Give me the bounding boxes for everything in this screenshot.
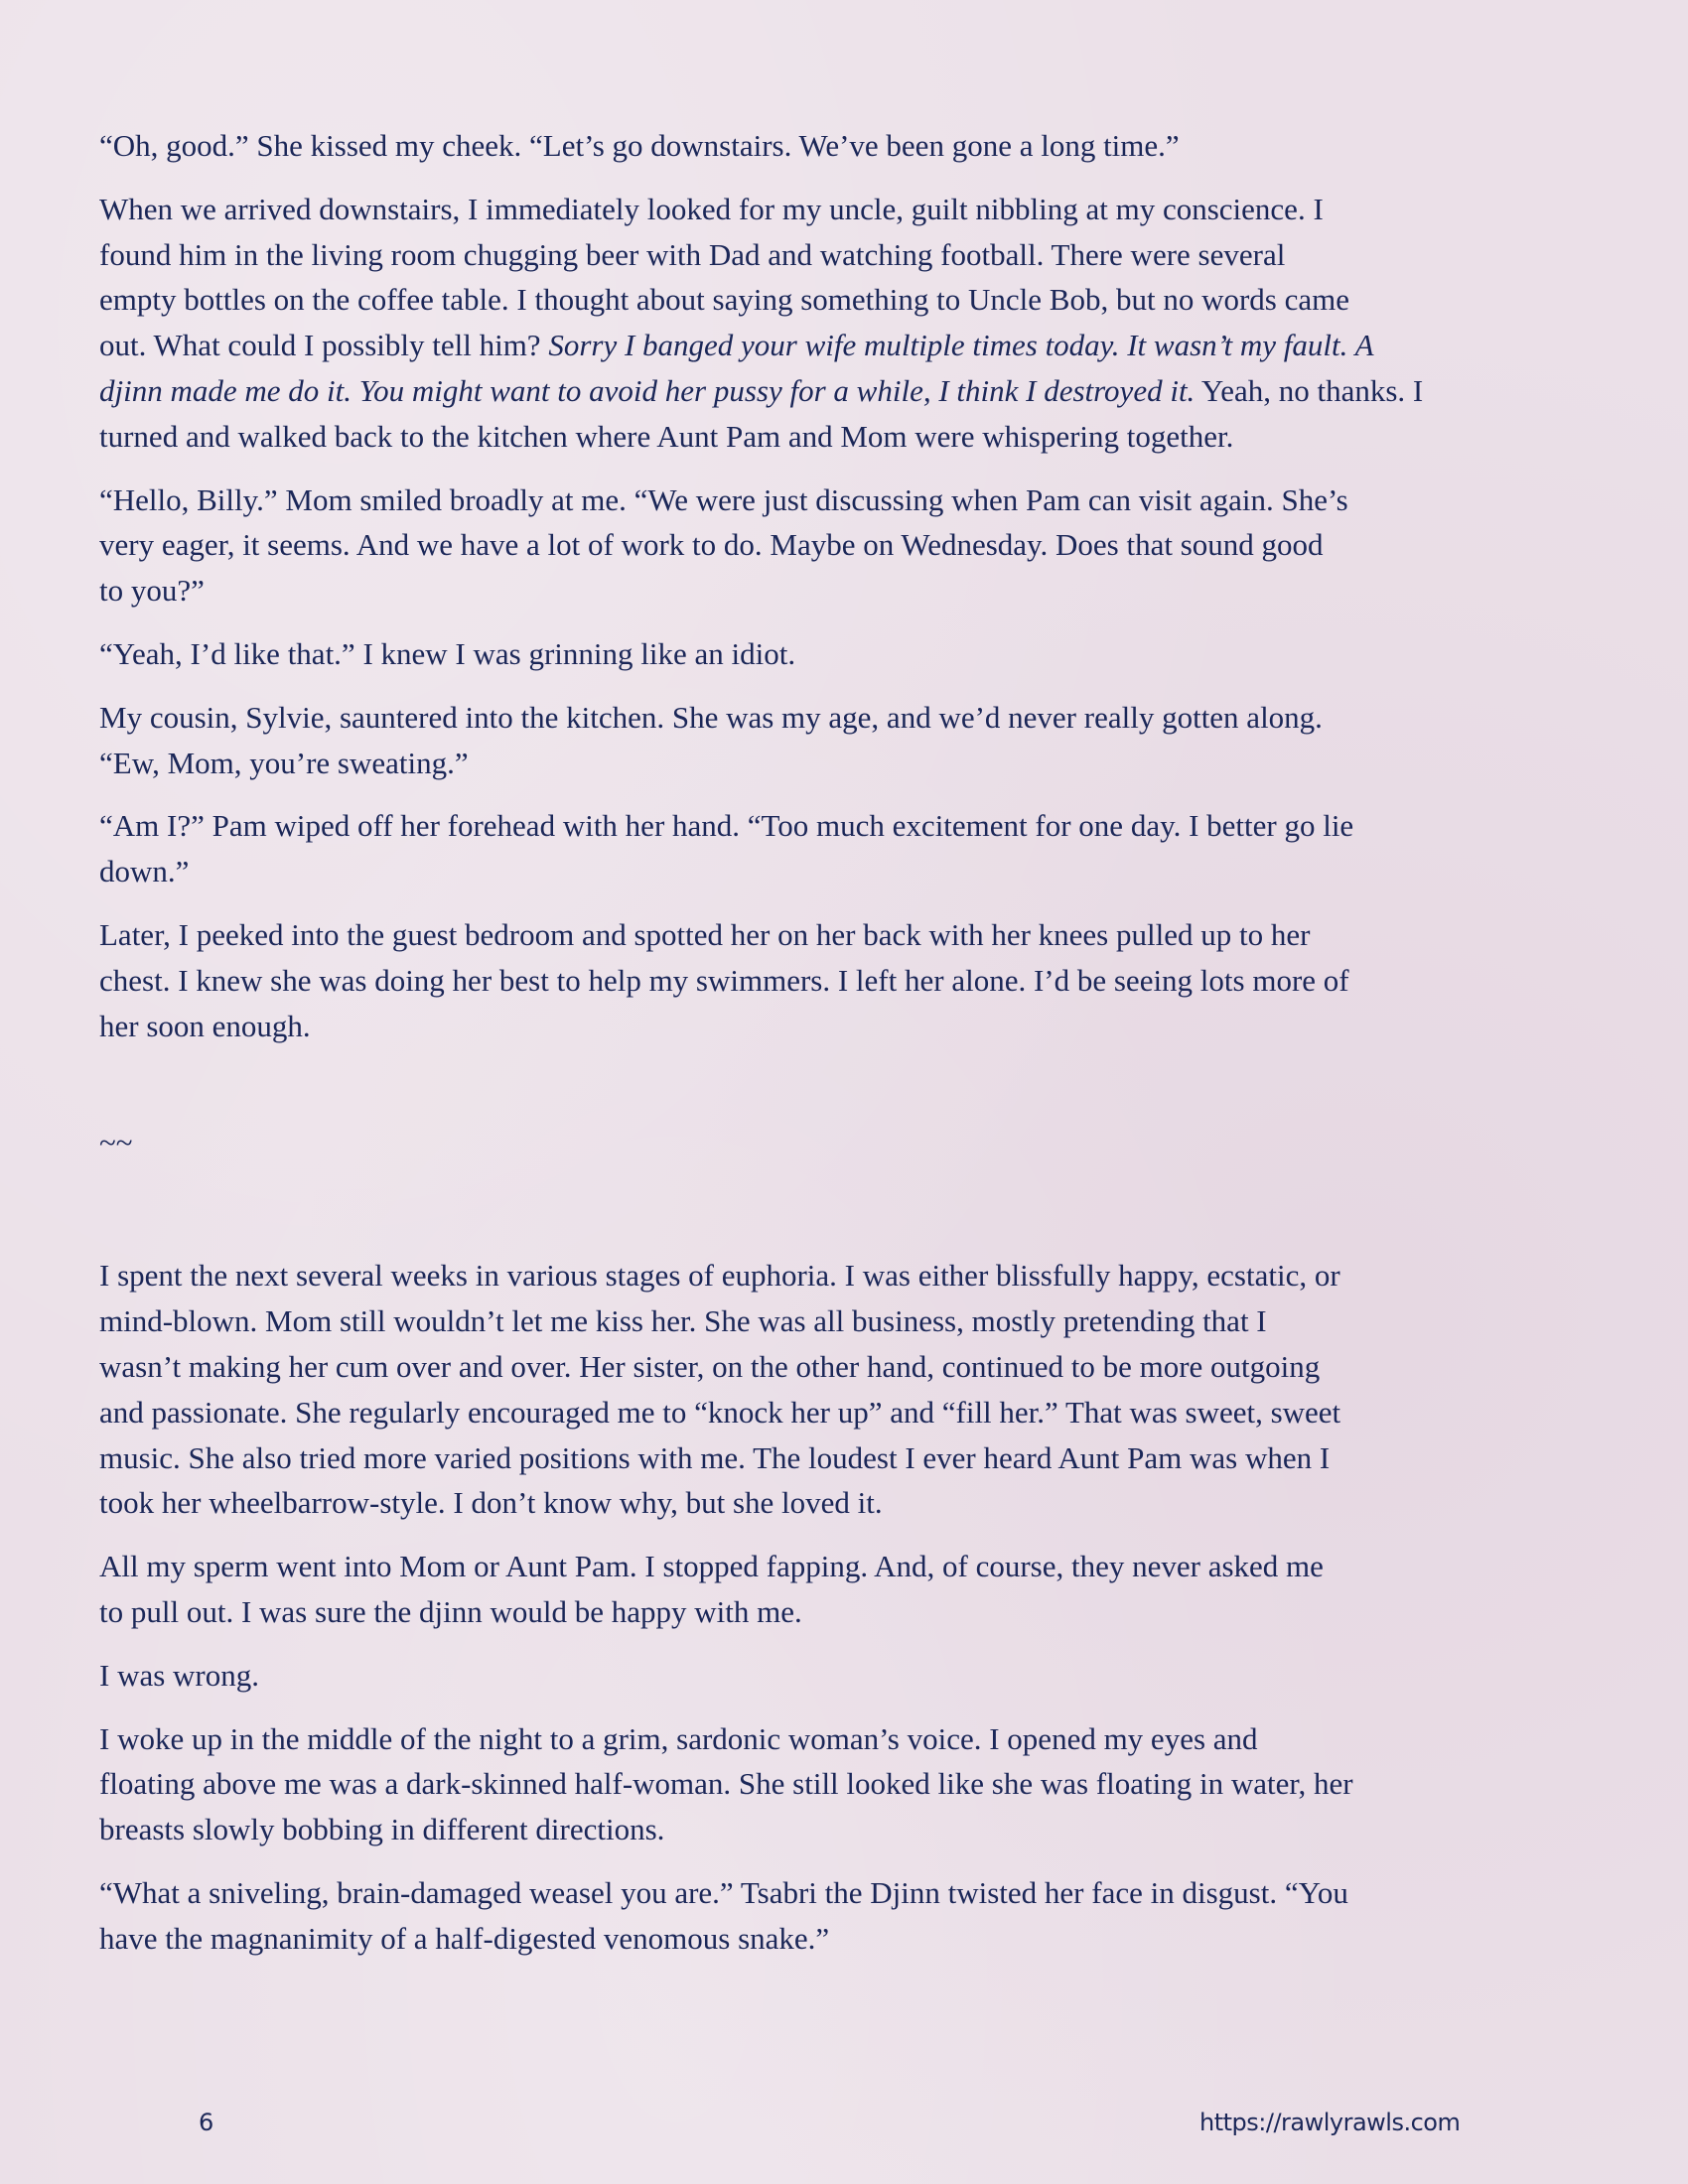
text-run: “Ew, Mom, you’re sweating.” (99, 745, 469, 780)
text-line (99, 568, 1599, 614)
text-line (99, 741, 1599, 786)
section-after-break (99, 1253, 1599, 1961)
text-line (99, 1870, 1599, 1916)
text-run: music. She also tried more varied positions with me. The loudest I ever heard Aunt Pam was when I (99, 1439, 1331, 1475)
text-run: Yeah, no thanks. I (1195, 372, 1424, 408)
paragraph (99, 478, 1599, 614)
paragraph (99, 123, 1599, 169)
text-line (99, 1253, 1599, 1298)
text-line (99, 695, 1599, 741)
paragraph (99, 803, 1599, 894)
text-line (99, 1807, 1599, 1852)
text-run: “Hello, Billy.” Mom smiled broadly at me. “We were just discussing when Pam can visit again. She’s (99, 481, 1348, 517)
text-line (99, 277, 1599, 323)
text-run: “What a sniveling, brain-damaged weasel you are.” Tsabri the Djinn twisted her face in disgust. “You (99, 1874, 1348, 1910)
text-line (99, 1298, 1599, 1344)
text-line (99, 912, 1599, 958)
italic-text: djinn made me do it. You might want to avoid her pussy for a while, I think I destroyed it. (99, 372, 1196, 408)
text-line (99, 1544, 1599, 1589)
text-run: took her wheelbarrow-style. I don’t know why, but she loved it. (99, 1485, 883, 1521)
text-line (99, 958, 1599, 1004)
text-line (99, 1589, 1599, 1635)
text-run: My cousin, Sylvie, sauntered into the kitchen. She was my age, and we’d never really gotten along. (99, 699, 1323, 735)
paragraph (99, 695, 1599, 786)
page-body (99, 123, 1599, 1979)
text-line (99, 1916, 1599, 1962)
text-run: mind-blown. Mom still wouldn’t let me kiss her. She was all business, mostly pretending that I (99, 1303, 1267, 1339)
text-run: found him in the living room chugging beer with Dad and watching football. There were several (99, 236, 1286, 272)
text-run: Later, I peeked into the guest bedroom and spotted her on her back with her knees pulled up to her (99, 916, 1311, 952)
paragraph (99, 1653, 1599, 1699)
paragraph (99, 1253, 1599, 1526)
text-run: have the magnanimity of a half-digested venomous snake.” (99, 1920, 830, 1956)
page-number: 6 (199, 2109, 214, 2136)
text-run: turned and walked back to the kitchen where Aunt Pam and Mom were whispering together. (99, 418, 1234, 454)
text-line (99, 631, 1599, 677)
text-line (99, 849, 1599, 894)
text-run: floating above me was a dark-skinned half-woman. She still looked like she was floating in water, her (99, 1766, 1353, 1802)
text-line (99, 123, 1599, 169)
text-line (99, 1761, 1599, 1807)
paragraph (99, 912, 1599, 1048)
text-line (99, 368, 1599, 414)
text-run: breasts slowly bobbing in different directions. (99, 1812, 665, 1847)
text-run: “Yeah, I’d like that.” I knew I was grinning like an idiot. (99, 635, 796, 671)
text-line (99, 1480, 1599, 1526)
text-line (99, 1716, 1599, 1762)
text-line (99, 1004, 1599, 1049)
text-run: “Oh, good.” She kissed my cheek. “Let’s go downstairs. We’ve been gone a long time.” (99, 128, 1180, 163)
text-run: All my sperm went into Mom or Aunt Pam. I stopped fapping. And, of course, they never asked me (99, 1549, 1324, 1584)
text-run: out. What could I possibly tell him? (99, 328, 549, 363)
paragraph (99, 1870, 1599, 1962)
paragraph (99, 1544, 1599, 1635)
text-line (99, 1653, 1599, 1699)
text-line (99, 522, 1599, 568)
text-line (99, 323, 1599, 368)
text-run: “Am I?” Pam wiped off her forehead with her hand. “Too much excitement for one day. I better go lie (99, 808, 1354, 844)
text-line (99, 1344, 1599, 1390)
italic-text: Sorry I banged your wife multiple times today. It wasn’t my fault. A (548, 328, 1374, 363)
text-run: I spent the next several weeks in various stages of euphoria. I was either blissfully happy, ecstatic, or (99, 1258, 1340, 1294)
text-line (99, 478, 1599, 523)
paragraph (99, 1716, 1599, 1852)
text-line (99, 187, 1599, 232)
footer-url[interactable]: https://rawlyrawls.com (1199, 2109, 1461, 2136)
scene-break: ~~ (99, 1125, 133, 1160)
text-run: to pull out. I was sure the djinn would be happy with me. (99, 1593, 802, 1629)
paragraph (99, 631, 1599, 677)
text-run: to you?” (99, 573, 205, 609)
section-before-break (99, 123, 1599, 1048)
text-run: empty bottles on the coffee table. I thought about saying something to Uncle Bob, but no words came (99, 282, 1349, 318)
text-run: When we arrived downstairs, I immediately looked for my uncle, guilt nibbling at my conscience. I (99, 191, 1324, 226)
text-line (99, 232, 1599, 278)
text-run: and passionate. She regularly encouraged me to “knock her up” and “fill her.” That was sweet, sweet (99, 1394, 1341, 1430)
text-line (99, 803, 1599, 849)
text-line (99, 1435, 1599, 1481)
text-run: down.” (99, 854, 190, 889)
paragraph (99, 187, 1599, 460)
text-run: I was wrong. (99, 1657, 259, 1693)
text-run: chest. I knew she was doing her best to help my swimmers. I left her alone. I’d be seeing lots more of (99, 962, 1349, 998)
text-run: I woke up in the middle of the night to a grim, sardonic woman’s voice. I opened my eyes and (99, 1720, 1258, 1756)
text-line (99, 414, 1599, 460)
text-run: very eager, it seems. And we have a lot of work to do. Maybe on Wednesday. Does that sound good (99, 527, 1324, 563)
text-line (99, 1390, 1599, 1435)
text-run: wasn’t making her cum over and over. Her sister, on the other hand, continued to be more outgoing (99, 1348, 1321, 1384)
text-run: her soon enough. (99, 1008, 311, 1043)
